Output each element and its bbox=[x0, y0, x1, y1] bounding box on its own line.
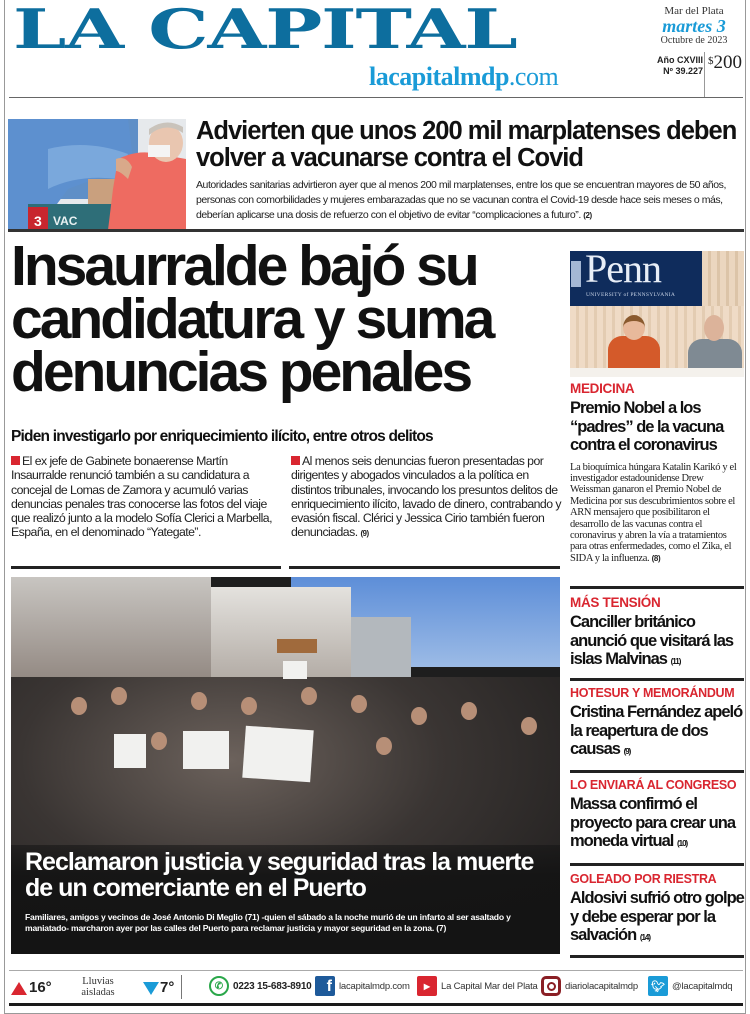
column-rule bbox=[289, 566, 560, 569]
weather-description-line1: Lluvias bbox=[82, 976, 114, 987]
instagram-icon bbox=[541, 976, 561, 996]
protest-sign bbox=[183, 731, 229, 769]
story-kicker: MÁS TENSIÓN bbox=[570, 595, 661, 610]
divider bbox=[181, 975, 182, 999]
crowd-face bbox=[191, 692, 207, 710]
facebook-handle: lacapitalmdp.com bbox=[339, 980, 410, 992]
edition-month-year: Octubre de 2023 bbox=[660, 35, 728, 46]
story-headline bbox=[570, 703, 744, 762]
date-block bbox=[641, 5, 747, 46]
price bbox=[708, 52, 742, 74]
twitter-handle: @lacapitalmdq bbox=[672, 980, 733, 992]
section-rule bbox=[570, 678, 744, 681]
page-ref: (8) bbox=[651, 553, 661, 563]
triangle-down-icon bbox=[143, 982, 159, 995]
site-url-main: lacapitalmdp bbox=[369, 62, 509, 91]
twitter-icon: 🐦︎ bbox=[648, 976, 668, 996]
crowd-face bbox=[241, 697, 257, 715]
sidebar-story-aldosivi[interactable] bbox=[570, 872, 744, 948]
youtube-link[interactable] bbox=[417, 976, 538, 996]
divider bbox=[704, 52, 705, 98]
max-temperature: 16° bbox=[29, 979, 52, 996]
youtube-icon: ▶ bbox=[417, 976, 437, 996]
facebook-link[interactable] bbox=[315, 976, 410, 996]
main-headline[interactable]: Insaurralde bajó su candidatura y suma denuncias penales bbox=[11, 234, 493, 404]
footer-bar bbox=[5, 973, 747, 1003]
page-ref: (9) bbox=[360, 529, 369, 539]
story-kicker: MEDICINA bbox=[570, 381, 635, 396]
whatsapp-number: 0223 15-683-8910 bbox=[233, 980, 312, 992]
story-body bbox=[570, 462, 744, 565]
photo-story-headline: Reclamaron justicia y seguridad tras la muerte de un comerciante en el Puerto bbox=[25, 848, 534, 902]
story-headline-text: Canciller británico anunció que visitará las islas Malvinas bbox=[570, 613, 734, 668]
page-ref: (9) bbox=[623, 747, 631, 756]
crowd-face bbox=[521, 717, 537, 735]
page-ref: (10) bbox=[676, 839, 688, 848]
currency-symbol: $ bbox=[708, 55, 714, 67]
weather-description bbox=[73, 976, 123, 998]
instagram-handle: diariolacapitalmdp bbox=[565, 980, 638, 992]
story-headline: Premio Nobel a los “padres” de la vacuna contra el coronavirus bbox=[570, 399, 724, 454]
section-rule bbox=[570, 586, 744, 589]
photo-curtain bbox=[702, 251, 744, 306]
story-headline-text: Aldosivi sufrió otro golpe y debe esperar por la salvación bbox=[570, 889, 744, 944]
min-temperature: 7° bbox=[160, 979, 175, 996]
vaccination-photo bbox=[8, 119, 186, 230]
newspaper-logo: LA CAPITAL bbox=[13, 0, 517, 62]
page-ref: (14) bbox=[639, 933, 651, 942]
section-rule bbox=[570, 863, 744, 866]
crowd-face bbox=[301, 687, 317, 705]
sidebar-story-cristina[interactable] bbox=[570, 686, 744, 762]
page-ref: (2) bbox=[583, 211, 592, 220]
issue-info bbox=[647, 55, 703, 77]
crowd-face bbox=[411, 707, 427, 725]
crowd-face bbox=[351, 695, 367, 713]
sidebar-story-massa[interactable] bbox=[570, 778, 744, 854]
youtube-channel: La Capital Mar del Plata bbox=[441, 980, 538, 992]
protest-sign bbox=[283, 661, 307, 679]
penn-banner-text: Penn bbox=[585, 251, 661, 291]
section-rule bbox=[570, 770, 744, 773]
triangle-up-icon bbox=[11, 982, 27, 995]
story-headline-text: Massa confirmó el proyecto para crear una moneda virtual bbox=[570, 795, 735, 850]
main-subheadline: Piden investigarlo por enriquecimiento ilícito, entre otros delitos bbox=[11, 428, 433, 445]
section-rule bbox=[570, 955, 744, 958]
story-headline-text: Cristina Fernández apeló la reapertura de dos causas bbox=[570, 703, 743, 758]
crowd-face bbox=[151, 732, 167, 750]
nobel-press-conference-photo bbox=[570, 251, 744, 377]
vaccination-illustration bbox=[8, 119, 186, 230]
photo-story-body: Familiares, amigos y vecinos de José Antonio Di Meglio (71) -quien el sábado a la noche murió de un infarto al ser asaltado y maniatado- marcharon ayer por las calles del Puerto para reclamar justicia y mayor seguridad en la zona. (7) bbox=[25, 912, 511, 933]
year-label: Año CXVIII bbox=[656, 55, 703, 65]
main-story-column-right bbox=[291, 454, 563, 542]
sidebar-story-medicina[interactable] bbox=[570, 381, 744, 564]
top-story-body-text: Autoridades sanitarias advirtieron ayer que al menos 200 mil marplatenses, entre los que se encuentran mayores de 50 años, personas con comorbilidades y mujeres embarazadas que no se vacunan contra el Covid-19 desde hace seis meses o más, deberían aplicarse una dosis de refuerzo con el objetivo de evitar “complicaciones a futuro”. bbox=[196, 179, 726, 221]
instagram-lens bbox=[547, 982, 556, 991]
protest-sign bbox=[242, 726, 313, 783]
edition-day: martes 3 bbox=[662, 16, 726, 36]
penn-banner bbox=[570, 251, 702, 306]
story-body-text: La bioquímica húngara Katalin Karikó y el investigador estadounidense Drew Weissman ganaron el Premio Nobel de Medicina por sus descubrimientos sobre el ARN mensajero que posibilitaron el desarrollo de las vacunas contra el coronavirus y abren la vía a tratamientos para otras enfermedades, como el Zika, el SIDA y la influenza. bbox=[570, 461, 737, 564]
photo-story[interactable] bbox=[11, 577, 560, 954]
crowd-face bbox=[71, 697, 87, 715]
person-figure bbox=[623, 315, 645, 340]
story-kicker: LO ENVIARÁ AL CONGRESO bbox=[570, 778, 737, 792]
edition-city: Mar del Plata bbox=[664, 5, 724, 17]
section-rule bbox=[8, 229, 744, 232]
bullet-square-icon bbox=[11, 456, 20, 465]
site-url-suffix: .com bbox=[508, 62, 559, 91]
penn-shield-icon bbox=[571, 261, 581, 287]
conference-table bbox=[570, 368, 744, 377]
top-story[interactable] bbox=[5, 116, 747, 232]
top-story-headline: Advierten que unos 200 mil marplatenses deben volver a vacunarse contra el Covid bbox=[196, 117, 737, 172]
svg-text:3: 3 bbox=[34, 213, 42, 229]
person-figure bbox=[704, 315, 724, 341]
vac-sign-text: VAC bbox=[53, 214, 78, 228]
instagram-link[interactable] bbox=[541, 976, 638, 996]
penn-banner-subtext: UNIVERSITY of PENNSYLVANIA bbox=[586, 292, 676, 298]
story-headline bbox=[570, 889, 744, 948]
crowd-face bbox=[376, 737, 392, 755]
bullet-square-icon bbox=[291, 456, 300, 465]
column-rule bbox=[11, 566, 281, 569]
story-headline bbox=[570, 795, 744, 854]
story-kicker: GOLEADO POR RIESTRA bbox=[570, 872, 717, 886]
story-headline bbox=[570, 613, 744, 672]
column-right-text: Al menos seis denuncias fueron presentadas por dirigentes y abogados vinculados a la política en distintos tribunales, invocando los presuntos delitos de enriquecimiento ilícito, lavado de dinero, contrabando y evasión fiscal. Clérici y Jessica Cirio también fueron denunciadas. bbox=[291, 454, 561, 540]
site-url-link[interactable] bbox=[369, 62, 558, 92]
sidebar-story-malvinas[interactable] bbox=[570, 595, 744, 672]
issue-number: Nº 39.227 bbox=[663, 66, 703, 76]
crowd-face bbox=[111, 687, 127, 705]
crowd-face bbox=[461, 702, 477, 720]
page-ref: (11) bbox=[670, 657, 681, 666]
whatsapp-contact[interactable] bbox=[209, 976, 312, 996]
twitter-link[interactable] bbox=[648, 976, 732, 996]
footer-rule bbox=[9, 970, 743, 971]
masthead bbox=[5, 0, 747, 100]
shop-sign bbox=[277, 639, 317, 653]
story-kicker: HOTESUR Y MEMORÁNDUM bbox=[570, 686, 735, 700]
weather-description-line2: aisladas bbox=[81, 987, 115, 998]
footer-rule bbox=[9, 1003, 743, 1006]
column-left-text: El ex jefe de Gabinete bonaerense Martín Insaurralde renunció también a su candidatura a concejal de Lomas de Zamora y acumuló varias denuncias penales tras conocerse las fotos del viaje que realizó junto a la modelo Sofía Clerici a Marbella, España, en el denominado “Yategate”. bbox=[11, 454, 272, 540]
protest-sign bbox=[114, 734, 146, 768]
masthead-rule bbox=[9, 97, 743, 98]
whatsapp-icon: ✆ bbox=[209, 976, 229, 996]
main-story-column-left bbox=[11, 454, 283, 540]
price-value: 200 bbox=[713, 52, 742, 73]
newspaper-front-page bbox=[4, 0, 746, 1014]
top-story-body bbox=[196, 178, 746, 223]
facebook-icon: f bbox=[315, 976, 335, 996]
